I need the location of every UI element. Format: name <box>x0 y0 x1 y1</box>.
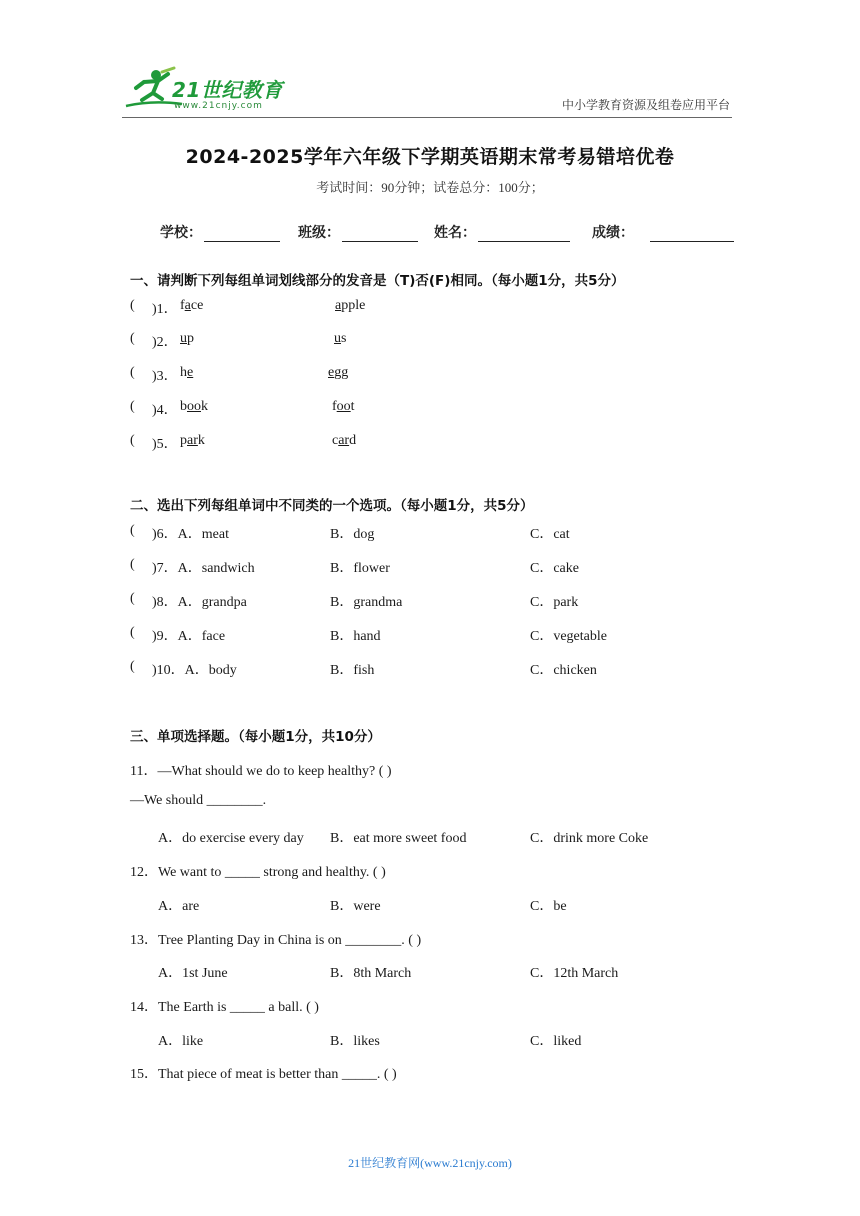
name-label: 姓名： <box>434 225 476 241</box>
school-field[interactable] <box>160 222 280 242</box>
option-a[interactable]: A．like <box>158 1034 204 1049</box>
platform-label: 中小学教育资源及组卷应用平台 <box>561 98 730 112</box>
option-a: )9．A．face <box>152 629 226 644</box>
item-number: )3． <box>152 369 178 384</box>
option-c: C．cake <box>530 561 579 576</box>
option-c[interactable]: C．12th March <box>530 966 619 981</box>
option-a[interactable]: A．1st June <box>158 966 228 981</box>
option-a[interactable]: A．do exercise every day <box>158 831 304 846</box>
section2-title: 二、选出下列每组单词中不同类的一个选项。（每小题1分，共5分） <box>130 498 534 514</box>
option-c: C．chicken <box>530 663 597 678</box>
exam-subtitle: 考试时间：90分钟；试卷总分：100分； <box>316 180 544 195</box>
logo-url: www.21cnjy.com <box>174 101 263 111</box>
q11-answer-line: —We should ________. <box>130 793 267 808</box>
school-blank[interactable] <box>204 225 280 242</box>
item-number: )5． <box>152 437 178 452</box>
word-a: he <box>180 365 194 380</box>
answer-paren[interactable]: ( <box>130 399 135 414</box>
option-a: )6．A．meat <box>152 527 229 542</box>
exam-title: 2024-2025学年六年级下学期英语期末常考易错培优卷 <box>185 146 675 168</box>
option-b[interactable]: B．likes <box>330 1034 380 1049</box>
score-label: 成绩： <box>592 225 634 241</box>
word-b: us <box>334 331 347 346</box>
word-b: card <box>332 433 357 448</box>
answer-paren[interactable]: ( <box>130 331 135 346</box>
option-b[interactable]: B．8th March <box>330 966 412 981</box>
option-b[interactable]: B．were <box>330 899 381 914</box>
section3-title: 三、单项选择题。（每小题1分，共10分） <box>130 729 381 745</box>
word-b: egg <box>328 365 349 380</box>
option-a: )8．A．grandpa <box>152 595 247 610</box>
q13-stem: 13．Tree Planting Day in China is on ________. ( ) <box>130 933 422 948</box>
option-b: B．grandma <box>330 595 403 610</box>
word-a: up <box>180 331 194 346</box>
logo-text: 21世纪教育 <box>172 78 283 102</box>
option-a[interactable]: A．are <box>158 899 200 914</box>
option-c[interactable]: C．liked <box>530 1034 582 1049</box>
answer-paren[interactable]: ( <box>130 365 135 380</box>
option-c[interactable]: C．be <box>530 899 567 914</box>
word-b: foot <box>332 399 355 414</box>
option-c: C．vegetable <box>530 629 607 644</box>
item-number: )4． <box>152 403 178 418</box>
answer-paren[interactable]: ( <box>130 298 135 313</box>
word-a: face <box>180 298 204 313</box>
option-c: C．park <box>530 595 579 610</box>
class-label: 班级： <box>298 225 340 241</box>
q15-stem: 15．That piece of meat is better than _____. ( ) <box>130 1067 397 1082</box>
section1-title: 一、请判断下列每组单词划线部分的发音是（T)否(F)相同。（每小题1分，共5分） <box>130 273 625 289</box>
item-number: )1． <box>152 302 178 317</box>
option-b: B．flower <box>330 561 390 576</box>
header-divider <box>122 117 732 118</box>
q12-stem: 12．We want to _____ strong and healthy. ( ) <box>130 865 386 880</box>
option-c: C．cat <box>530 527 570 542</box>
score-field[interactable] <box>592 222 734 242</box>
name-field[interactable] <box>434 222 570 242</box>
word-b: apple <box>335 298 366 313</box>
option-b: B．hand <box>330 629 381 644</box>
item-number: )2． <box>152 335 178 350</box>
answer-paren[interactable]: ( <box>130 659 135 674</box>
word-a: book <box>180 399 208 414</box>
answer-paren[interactable]: ( <box>130 523 135 538</box>
class-field[interactable] <box>298 222 418 242</box>
option-a: )10．A．body <box>152 663 237 678</box>
answer-paren[interactable]: ( <box>130 625 135 640</box>
word-a: park <box>180 433 205 448</box>
q11-stem: 11．—What should we do to keep healthy? ( ) <box>130 764 392 779</box>
option-b: B．fish <box>330 663 375 678</box>
name-blank[interactable] <box>478 225 570 242</box>
option-b: B．dog <box>330 527 375 542</box>
class-blank[interactable] <box>342 225 418 242</box>
q14-stem: 14．The Earth is _____ a ball. ( ) <box>130 1000 319 1015</box>
score-blank[interactable] <box>650 225 734 242</box>
option-b[interactable]: B．eat more sweet food <box>330 831 467 846</box>
option-a: )7．A．sandwich <box>152 561 255 576</box>
option-c[interactable]: C．drink more Coke <box>530 831 649 846</box>
footer-link[interactable]: 21世纪教育网(www.21cnjy.com) <box>348 1156 512 1170</box>
answer-paren[interactable]: ( <box>130 591 135 606</box>
answer-paren[interactable]: ( <box>130 557 135 572</box>
answer-paren[interactable]: ( <box>130 433 135 448</box>
school-label: 学校： <box>160 225 202 241</box>
